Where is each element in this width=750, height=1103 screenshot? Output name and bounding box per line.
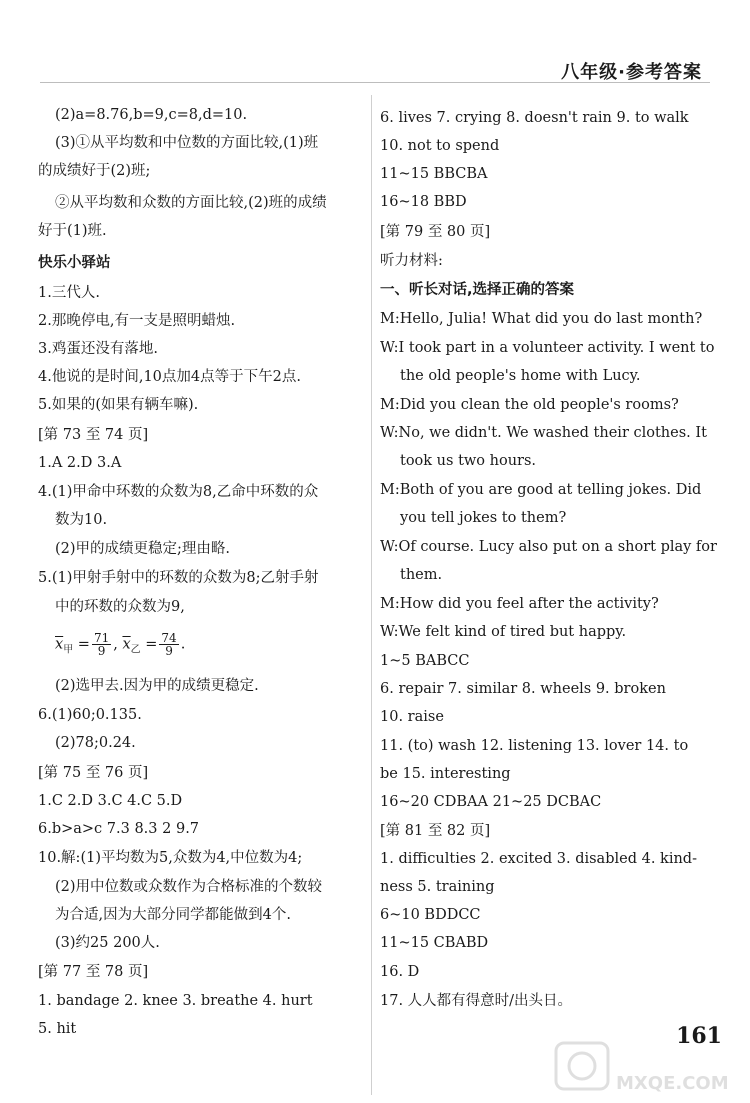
answer-line: (2)用中位数或众数作为合格标准的个数较 <box>55 879 323 895</box>
answer-line: (3)约25 200人. <box>55 935 160 951</box>
dialogue-line: W:I took part in a volunteer activity. I went to <box>380 340 715 356</box>
section-heading: 一、听长对话,选择正确的答案 <box>380 282 575 298</box>
dialogue-line: M:How did you feel after the activity? <box>380 596 659 612</box>
page-range-label: [第 79 至 80 页] <box>380 224 491 240</box>
dialogue-line: the old people's home with Lucy. <box>400 368 641 384</box>
answer-line: 数为10. <box>55 512 108 528</box>
watermark-logo <box>552 1037 732 1097</box>
answer-line: 10.解:(1)平均数为5,众数为4,中位数为4; <box>38 850 303 866</box>
answer-line: 4.他说的是时间,10点加4点等于下午2点. <box>38 369 301 385</box>
answer-line: 好于(1)班. <box>38 223 107 239</box>
answer-line: 的成绩好于(2)班; <box>38 163 151 179</box>
answer-line: (2)78;0.24. <box>55 735 136 751</box>
answer-line: (3)①从平均数和中位数的方面比较,(1)班 <box>55 135 319 151</box>
dialogue-line: took us two hours. <box>400 453 537 469</box>
answer-line: 6.b>a>c 7.3 8.3 2 9.7 <box>38 821 200 837</box>
denominator: 9 <box>97 644 106 658</box>
answer-line: 1.三代人. <box>38 285 100 301</box>
formula-sub-2: 乙 <box>130 644 141 656</box>
answer-line: 16. D <box>380 964 420 980</box>
answer-line: 16~20 CDBAA 21~25 DCBAC <box>380 794 602 810</box>
answer-line: (2)a=8.76,b=9,c=8,d=10. <box>55 107 248 123</box>
svg-text:MXQE.COM: MXQE.COM <box>616 1073 729 1094</box>
answer-line: 5. hit <box>38 1021 77 1037</box>
answer-line: 5.如果的(如果有辆车嘛). <box>38 397 199 413</box>
dialogue-line: them. <box>400 567 443 583</box>
answer-line: (2)选甲去.因为甲的成绩更稳定. <box>55 678 259 694</box>
formula-sub-1: 甲 <box>63 644 74 656</box>
column-divider <box>371 95 372 1095</box>
dialogue-line: M:Did you clean the old people's rooms? <box>380 397 679 413</box>
answer-line: 10. not to spend <box>380 138 500 154</box>
answer-line: 5.(1)甲射手射中的环数的众数为8;乙射手射 <box>38 570 319 586</box>
page-number: 161 <box>676 1023 722 1049</box>
answer-line: 3.鸡蛋还没有落地. <box>38 341 158 357</box>
answer-line: 4.(1)甲命中环数的众数为8,乙命中环数的众 <box>38 484 319 500</box>
answer-line: 6~10 BDDCC <box>380 907 481 923</box>
answer-line: be 15. interesting <box>380 766 511 782</box>
answer-line: (2)甲的成绩更稳定;理由略. <box>55 541 231 557</box>
numerator: 71 <box>93 631 110 645</box>
answer-line: 6. lives 7. crying 8. doesn't rain 9. to walk <box>380 110 689 126</box>
answer-line: 1.C 2.D 3.C 4.C 5.D <box>38 793 183 809</box>
answer-line: 中的环数的众数为9, <box>55 599 185 615</box>
answer-line: ness 5. training <box>380 879 495 895</box>
answer-line: 1~5 BABCC <box>380 653 470 669</box>
page-range-label: [第 81 至 82 页] <box>380 823 491 839</box>
page-range-label: [第 75 至 76 页] <box>38 765 149 781</box>
answer-line: 6. repair 7. similar 8. wheels 9. broken <box>380 681 666 697</box>
section-heading: 快乐小驿站 <box>38 255 111 271</box>
denominator: 9 <box>165 644 173 658</box>
dialogue-line: you tell jokes to them? <box>400 510 567 526</box>
dialogue-line: M:Both of you are good at telling jokes. Did <box>380 482 702 498</box>
dialogue-line: W:No, we didn't. We washed their clothes. It <box>380 425 707 441</box>
dialogue-line: W:Of course. Lucy also put on a short play for <box>380 539 717 555</box>
fraction-1 <box>92 632 111 657</box>
numerator: 74 <box>161 631 177 645</box>
answer-line: 1. bandage 2. knee 3. breathe 4. hurt <box>38 993 313 1009</box>
mean-formula: $\overline{x}_甲$ = $\frac{71}{9}$ , $\overline{x}_乙$ = $\frac{74}{9}$ . <box>55 631 186 658</box>
dialogue-line: W:We felt kind of tired but happy. <box>380 624 627 640</box>
dialogue-line: M:Hello, Julia! What did you do last month? <box>380 311 703 327</box>
page-range-label: [第 73 至 74 页] <box>38 427 149 443</box>
answer-line: 1. difficulties 2. excited 3. disabled 4. kind- <box>380 851 697 867</box>
answer-line: 10. raise <box>380 709 444 725</box>
page-range-label: [第 77 至 78 页] <box>38 964 149 980</box>
answer-line: 11~15 BBCBA <box>380 166 488 182</box>
formula-var-2: $\overline{x}$ <box>122 636 131 653</box>
answer-line: 2.那晚停电,有一支是照明蜡烛. <box>38 313 236 329</box>
answer-line: 16~18 BBD <box>380 194 467 210</box>
answer-line: 11. (to) wash 12. listening 13. lover 14. to <box>380 738 689 754</box>
answer-line: 6.(1)60;0.135. <box>38 707 142 723</box>
answer-line: 1.A 2.D 3.A <box>38 455 122 471</box>
answer-line: ②从平均数和众数的方面比较,(2)班的成绩 <box>55 195 327 211</box>
page-header <box>0 0 750 95</box>
formula-var-1: $\overline{x}$ <box>55 636 64 653</box>
fraction-2 <box>159 632 178 657</box>
answer-line: 11~15 CBABD <box>380 935 489 951</box>
answer-line: 为合适,因为大部分同学都能做到4个. <box>55 907 291 923</box>
answer-line: 17. 人人都有得意时/出头日。 <box>380 993 573 1009</box>
answer-line: 听力材料: <box>380 253 443 269</box>
header-title: 八年级·参考答案 <box>561 62 702 83</box>
